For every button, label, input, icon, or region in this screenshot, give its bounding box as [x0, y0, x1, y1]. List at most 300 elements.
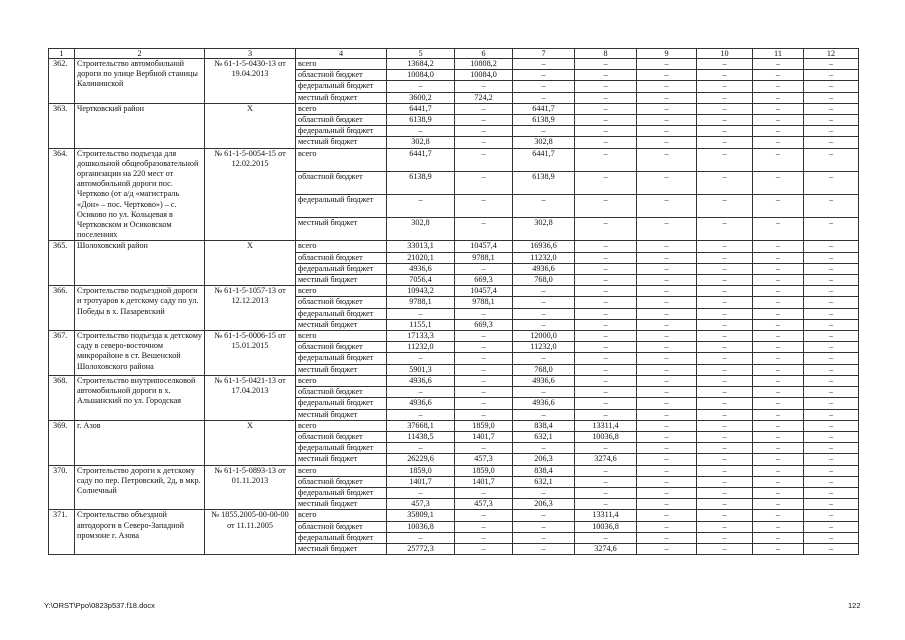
amount-cell: 5901,3 — [387, 364, 455, 375]
amount-cell: – — [455, 103, 513, 114]
amount-cell: 9788,1 — [387, 297, 455, 308]
budget-source: федеральный бюджет — [296, 443, 387, 454]
table-row — [49, 375, 859, 386]
amount-cell: – — [804, 148, 859, 171]
amount-cell: 302,8 — [387, 218, 455, 241]
budget-source: федеральный бюджет — [296, 308, 387, 319]
amount-cell: – — [697, 409, 753, 420]
budget-source: федеральный бюджет — [296, 126, 387, 137]
amount-cell: – — [753, 487, 804, 498]
amount-cell: – — [804, 252, 859, 263]
amount-cell: – — [753, 353, 804, 364]
amount-cell: – — [697, 70, 753, 81]
amount-cell: – — [804, 454, 859, 465]
amount-cell: 669,3 — [455, 275, 513, 286]
amount-cell: – — [637, 521, 697, 532]
amount-cell: 838,4 — [513, 420, 575, 431]
amount-cell: – — [637, 263, 697, 274]
amount-cell: – — [455, 308, 513, 319]
budget-source: местный бюджет — [296, 218, 387, 241]
amount-cell: 25772,3 — [387, 543, 455, 554]
amount-cell: – — [753, 476, 804, 487]
amount-cell: 10036,8 — [575, 521, 637, 532]
amount-cell: – — [455, 331, 513, 342]
budget-table — [48, 48, 859, 555]
amount-cell: – — [513, 70, 575, 81]
amount-cell: – — [753, 195, 804, 218]
amount-cell: – — [697, 59, 753, 70]
amount-cell: – — [513, 510, 575, 521]
amount-cell: – — [637, 454, 697, 465]
amount-cell: 16936,6 — [513, 241, 575, 252]
amount-cell: – — [575, 465, 637, 476]
amount-cell: – — [575, 70, 637, 81]
amount-cell: – — [637, 81, 697, 92]
budget-source: областной бюджет — [296, 70, 387, 81]
amount-cell: – — [637, 92, 697, 103]
amount-cell: – — [637, 126, 697, 137]
amount-cell: – — [575, 59, 637, 70]
amount-cell: 35809,1 — [387, 510, 455, 521]
amount-cell: – — [513, 297, 575, 308]
amount-cell: – — [575, 81, 637, 92]
amount-cell: – — [455, 510, 513, 521]
amount-cell: 4936,6 — [387, 375, 455, 386]
amount-cell: – — [697, 375, 753, 386]
amount-cell: – — [513, 92, 575, 103]
document-reference: № 61-1-5-0421-13 от 17.04.2013 — [205, 375, 296, 420]
amount-cell: – — [697, 171, 753, 194]
amount-cell: – — [387, 487, 455, 498]
amount-cell: – — [575, 103, 637, 114]
amount-cell: – — [753, 241, 804, 252]
amount-cell: – — [753, 543, 804, 554]
document-reference: Х — [205, 103, 296, 148]
amount-cell: 768,0 — [513, 364, 575, 375]
table-row — [49, 465, 859, 476]
amount-cell: – — [455, 115, 513, 126]
amount-cell: – — [637, 171, 697, 194]
amount-cell: – — [804, 241, 859, 252]
amount-cell: – — [697, 476, 753, 487]
document-reference: Х — [205, 241, 296, 286]
table-row — [49, 420, 859, 431]
amount-cell: 11232,0 — [513, 342, 575, 353]
amount-cell: – — [387, 443, 455, 454]
amount-cell: – — [697, 387, 753, 398]
column-number: 1 — [49, 49, 75, 59]
object-name: Чертковский район — [75, 103, 205, 148]
amount-cell: – — [804, 499, 859, 510]
amount-cell: – — [455, 409, 513, 420]
entry-number: 367. — [49, 331, 75, 376]
amount-cell: 6138,9 — [513, 115, 575, 126]
amount-cell: – — [697, 275, 753, 286]
amount-cell: – — [575, 126, 637, 137]
object-name: Строительство внутрипоселковой автомобильной дороги в х. Альшанский по ул. Городская — [75, 375, 205, 420]
amount-cell: 10457,4 — [455, 286, 513, 297]
amount-cell: – — [697, 431, 753, 442]
amount-cell: – — [575, 409, 637, 420]
amount-cell: 1155,1 — [387, 319, 455, 330]
amount-cell: – — [575, 398, 637, 409]
file-path: Y:\ORST\Ppo\0823p537.f18.docx — [44, 601, 155, 610]
budget-source: областной бюджет — [296, 252, 387, 263]
budget-source: областной бюджет — [296, 521, 387, 532]
amount-cell: – — [455, 218, 513, 241]
amount-cell: – — [753, 431, 804, 442]
budget-source: областной бюджет — [296, 431, 387, 442]
amount-cell: – — [387, 126, 455, 137]
amount-cell: – — [804, 521, 859, 532]
amount-cell: – — [804, 92, 859, 103]
entry-number: 369. — [49, 420, 75, 465]
amount-cell: – — [697, 398, 753, 409]
amount-cell: – — [575, 115, 637, 126]
amount-cell: 669,3 — [455, 319, 513, 330]
amount-cell: – — [387, 353, 455, 364]
amount-cell: – — [637, 387, 697, 398]
document-reference: № 61-1-5-0054-15 от 12.02.2015 — [205, 148, 296, 241]
amount-cell: 302,8 — [513, 137, 575, 148]
amount-cell: – — [455, 353, 513, 364]
budget-source: федеральный бюджет — [296, 487, 387, 498]
budget-source: областной бюджет — [296, 387, 387, 398]
amount-cell: – — [804, 420, 859, 431]
amount-cell: 12000,0 — [513, 331, 575, 342]
amount-cell: – — [637, 195, 697, 218]
amount-cell: – — [804, 81, 859, 92]
amount-cell: – — [637, 532, 697, 543]
amount-cell: – — [753, 420, 804, 431]
amount-cell: – — [575, 319, 637, 330]
amount-cell: – — [637, 308, 697, 319]
entry-number: 364. — [49, 148, 75, 241]
amount-cell: – — [753, 126, 804, 137]
amount-cell: – — [455, 387, 513, 398]
object-name: Строительство подъезда для дошкольной общеобразовательной организации на 220 мест от автомобильной дороги пос. Чертково (от а/д «магистраль «Дон» – пос. Чертково») – с. Осиково по ул. Кольцевая в Чертковском и Осиковском поселениях — [75, 148, 205, 241]
amount-cell: 7056,4 — [387, 275, 455, 286]
amount-cell: 10943,2 — [387, 286, 455, 297]
table-row — [49, 103, 859, 114]
amount-cell: – — [804, 487, 859, 498]
amount-cell: – — [455, 532, 513, 543]
amount-cell: – — [753, 252, 804, 263]
budget-source: федеральный бюджет — [296, 263, 387, 274]
entry-number: 370. — [49, 465, 75, 510]
amount-cell: – — [455, 443, 513, 454]
amount-cell: – — [637, 443, 697, 454]
amount-cell: – — [455, 398, 513, 409]
amount-cell: – — [753, 92, 804, 103]
document-reference: Х — [205, 420, 296, 465]
column-number: 12 — [804, 49, 859, 59]
amount-cell: – — [575, 342, 637, 353]
amount-cell: – — [804, 171, 859, 194]
amount-cell: – — [575, 218, 637, 241]
page-number: 122 — [848, 601, 861, 610]
amount-cell: – — [697, 263, 753, 274]
amount-cell: – — [637, 218, 697, 241]
amount-cell: 632,1 — [513, 431, 575, 442]
amount-cell: 6441,7 — [387, 103, 455, 114]
amount-cell: – — [804, 308, 859, 319]
budget-source: местный бюджет — [296, 137, 387, 148]
amount-cell: – — [804, 465, 859, 476]
amount-cell: – — [455, 148, 513, 171]
amount-cell: 3274,6 — [575, 543, 637, 554]
amount-cell: 10084,0 — [455, 70, 513, 81]
amount-cell: – — [804, 331, 859, 342]
amount-cell: – — [575, 297, 637, 308]
document-page — [48, 48, 859, 555]
amount-cell: – — [513, 286, 575, 297]
amount-cell: – — [753, 364, 804, 375]
amount-cell: – — [455, 195, 513, 218]
amount-cell: – — [513, 81, 575, 92]
budget-source: федеральный бюджет — [296, 532, 387, 543]
amount-cell: – — [637, 319, 697, 330]
amount-cell: – — [804, 532, 859, 543]
amount-cell: 1859,0 — [455, 465, 513, 476]
amount-cell: – — [753, 499, 804, 510]
table-row — [49, 331, 859, 342]
amount-cell: – — [455, 487, 513, 498]
amount-cell: – — [804, 443, 859, 454]
amount-cell: 1401,7 — [455, 476, 513, 487]
amount-cell: 457,3 — [387, 499, 455, 510]
amount-cell: – — [513, 521, 575, 532]
amount-cell: – — [513, 532, 575, 543]
amount-cell: 13311,4 — [575, 510, 637, 521]
budget-source: местный бюджет — [296, 275, 387, 286]
amount-cell: – — [753, 286, 804, 297]
amount-cell: – — [637, 353, 697, 364]
amount-cell: – — [804, 342, 859, 353]
amount-cell: – — [804, 543, 859, 554]
amount-cell: 37668,1 — [387, 420, 455, 431]
amount-cell: 838,4 — [513, 465, 575, 476]
amount-cell: – — [575, 331, 637, 342]
amount-cell: – — [575, 171, 637, 194]
amount-cell: – — [637, 148, 697, 171]
table-row — [49, 241, 859, 252]
amount-cell: – — [753, 308, 804, 319]
object-name: Строительство подъезда к детскому саду в северо-восточном микрорайоне в ст. Вешенской Шолоховского района — [75, 331, 205, 376]
column-number: 8 — [575, 49, 637, 59]
amount-cell: – — [697, 499, 753, 510]
amount-cell: – — [753, 70, 804, 81]
budget-source: федеральный бюджет — [296, 398, 387, 409]
amount-cell: 11232,0 — [513, 252, 575, 263]
amount-cell: – — [753, 409, 804, 420]
amount-cell: – — [804, 59, 859, 70]
amount-cell: – — [637, 59, 697, 70]
amount-cell: – — [575, 364, 637, 375]
amount-cell: – — [637, 409, 697, 420]
entry-number: 366. — [49, 286, 75, 331]
document-reference: № 1855.2005-00-00-00 от 11.11.2005 — [205, 510, 296, 555]
column-number: 4 — [296, 49, 387, 59]
amount-cell: – — [753, 331, 804, 342]
amount-cell: – — [697, 195, 753, 218]
amount-cell: – — [387, 409, 455, 420]
amount-cell: – — [637, 137, 697, 148]
amount-cell: – — [637, 375, 697, 386]
budget-source: всего — [296, 465, 387, 476]
amount-cell: – — [697, 148, 753, 171]
amount-cell: 632,1 — [513, 476, 575, 487]
amount-cell: – — [804, 364, 859, 375]
amount-cell: – — [804, 398, 859, 409]
amount-cell: 768,0 — [513, 275, 575, 286]
amount-cell: – — [697, 297, 753, 308]
amount-cell: – — [697, 454, 753, 465]
amount-cell: – — [753, 454, 804, 465]
table-row — [49, 59, 859, 70]
budget-source: областной бюджет — [296, 171, 387, 194]
column-number: 6 — [455, 49, 513, 59]
amount-cell: – — [575, 241, 637, 252]
amount-cell: – — [804, 126, 859, 137]
column-number: 3 — [205, 49, 296, 59]
amount-cell: – — [637, 543, 697, 554]
document-reference: № 61-1-5-0006-15 от 15.01.2015 — [205, 331, 296, 376]
amount-cell: 4936,6 — [387, 398, 455, 409]
budget-source: местный бюджет — [296, 92, 387, 103]
amount-cell: – — [753, 532, 804, 543]
amount-cell: – — [387, 81, 455, 92]
budget-source: всего — [296, 510, 387, 521]
amount-cell: – — [753, 510, 804, 521]
amount-cell: 9788,1 — [455, 297, 513, 308]
budget-source: всего — [296, 148, 387, 171]
amount-cell: – — [637, 275, 697, 286]
amount-cell: – — [637, 286, 697, 297]
amount-cell: – — [513, 443, 575, 454]
amount-cell: – — [804, 218, 859, 241]
object-name: Строительство дороги к детскому саду по пер. Петровский, 2д, в мкр. Солнечный — [75, 465, 205, 510]
amount-cell: – — [575, 195, 637, 218]
amount-cell: – — [753, 171, 804, 194]
object-name: Строительство автомобильной дороги по улице Вербной станицы Калининской — [75, 59, 205, 104]
document-reference: № 61-1-5-0430-13 от 19.04.2013 — [205, 59, 296, 104]
amount-cell: 1401,7 — [455, 431, 513, 442]
amount-cell: – — [753, 263, 804, 274]
budget-source: местный бюджет — [296, 499, 387, 510]
amount-cell: 21020,1 — [387, 252, 455, 263]
column-number: 10 — [697, 49, 753, 59]
amount-cell: 3274,6 — [575, 454, 637, 465]
amount-cell: 10808,2 — [455, 59, 513, 70]
amount-cell: – — [513, 487, 575, 498]
budget-source: местный бюджет — [296, 409, 387, 420]
amount-cell: – — [753, 375, 804, 386]
amount-cell: – — [804, 137, 859, 148]
budget-source: федеральный бюджет — [296, 81, 387, 92]
entry-number: 365. — [49, 241, 75, 286]
amount-cell: – — [637, 241, 697, 252]
amount-cell: – — [513, 409, 575, 420]
budget-source: местный бюджет — [296, 319, 387, 330]
amount-cell: – — [804, 70, 859, 81]
amount-cell: – — [575, 487, 637, 498]
column-number: 7 — [513, 49, 575, 59]
amount-cell: – — [575, 275, 637, 286]
amount-cell: – — [697, 364, 753, 375]
budget-source: всего — [296, 331, 387, 342]
amount-cell: – — [697, 420, 753, 431]
amount-cell: – — [637, 297, 697, 308]
document-reference: № 61-1-5-0893-13 от 01.11.2013 — [205, 465, 296, 510]
amount-cell: – — [753, 465, 804, 476]
column-number: 9 — [637, 49, 697, 59]
amount-cell: – — [455, 364, 513, 375]
amount-cell: – — [637, 465, 697, 476]
amount-cell: – — [637, 115, 697, 126]
amount-cell: – — [804, 510, 859, 521]
amount-cell: – — [387, 532, 455, 543]
amount-cell: – — [697, 286, 753, 297]
amount-cell: – — [697, 465, 753, 476]
amount-cell: – — [804, 286, 859, 297]
amount-cell: – — [697, 308, 753, 319]
amount-cell: – — [387, 308, 455, 319]
amount-cell: – — [697, 532, 753, 543]
amount-cell: 26229,6 — [387, 454, 455, 465]
amount-cell: 9788,1 — [455, 252, 513, 263]
entry-number: 362. — [49, 59, 75, 104]
amount-cell: – — [753, 443, 804, 454]
amount-cell: – — [575, 263, 637, 274]
amount-cell: – — [455, 81, 513, 92]
entry-number: 368. — [49, 375, 75, 420]
budget-source: всего — [296, 375, 387, 386]
budget-source: областной бюджет — [296, 476, 387, 487]
amount-cell: – — [575, 387, 637, 398]
object-name: Строительство подъездной дороги и тротуаров к детскому саду по ул. Победы в х. Пазаревский — [75, 286, 205, 331]
document-reference: № 61-1-5-1057-13 от 12.12.2013 — [205, 286, 296, 331]
amount-cell: 11232,0 — [387, 342, 455, 353]
amount-cell: 302,8 — [513, 218, 575, 241]
amount-cell: – — [753, 319, 804, 330]
amount-cell: – — [804, 387, 859, 398]
amount-cell: – — [753, 297, 804, 308]
amount-cell: – — [753, 387, 804, 398]
amount-cell: 4936,6 — [387, 263, 455, 274]
amount-cell: 6441,7 — [513, 148, 575, 171]
amount-cell: – — [513, 126, 575, 137]
amount-cell: – — [455, 263, 513, 274]
amount-cell: 302,8 — [387, 137, 455, 148]
amount-cell: – — [697, 342, 753, 353]
amount-cell: 6441,7 — [387, 148, 455, 171]
amount-cell: 10084,0 — [387, 70, 455, 81]
amount-cell: – — [804, 195, 859, 218]
amount-cell: – — [637, 420, 697, 431]
amount-cell: – — [804, 319, 859, 330]
amount-cell: 3600,2 — [387, 92, 455, 103]
entry-number: 363. — [49, 103, 75, 148]
amount-cell: – — [804, 375, 859, 386]
amount-cell: – — [804, 275, 859, 286]
budget-source: местный бюджет — [296, 364, 387, 375]
amount-cell: – — [753, 103, 804, 114]
amount-cell: – — [513, 319, 575, 330]
amount-cell: – — [455, 137, 513, 148]
amount-cell: 13311,4 — [575, 420, 637, 431]
amount-cell: 6441,7 — [513, 103, 575, 114]
